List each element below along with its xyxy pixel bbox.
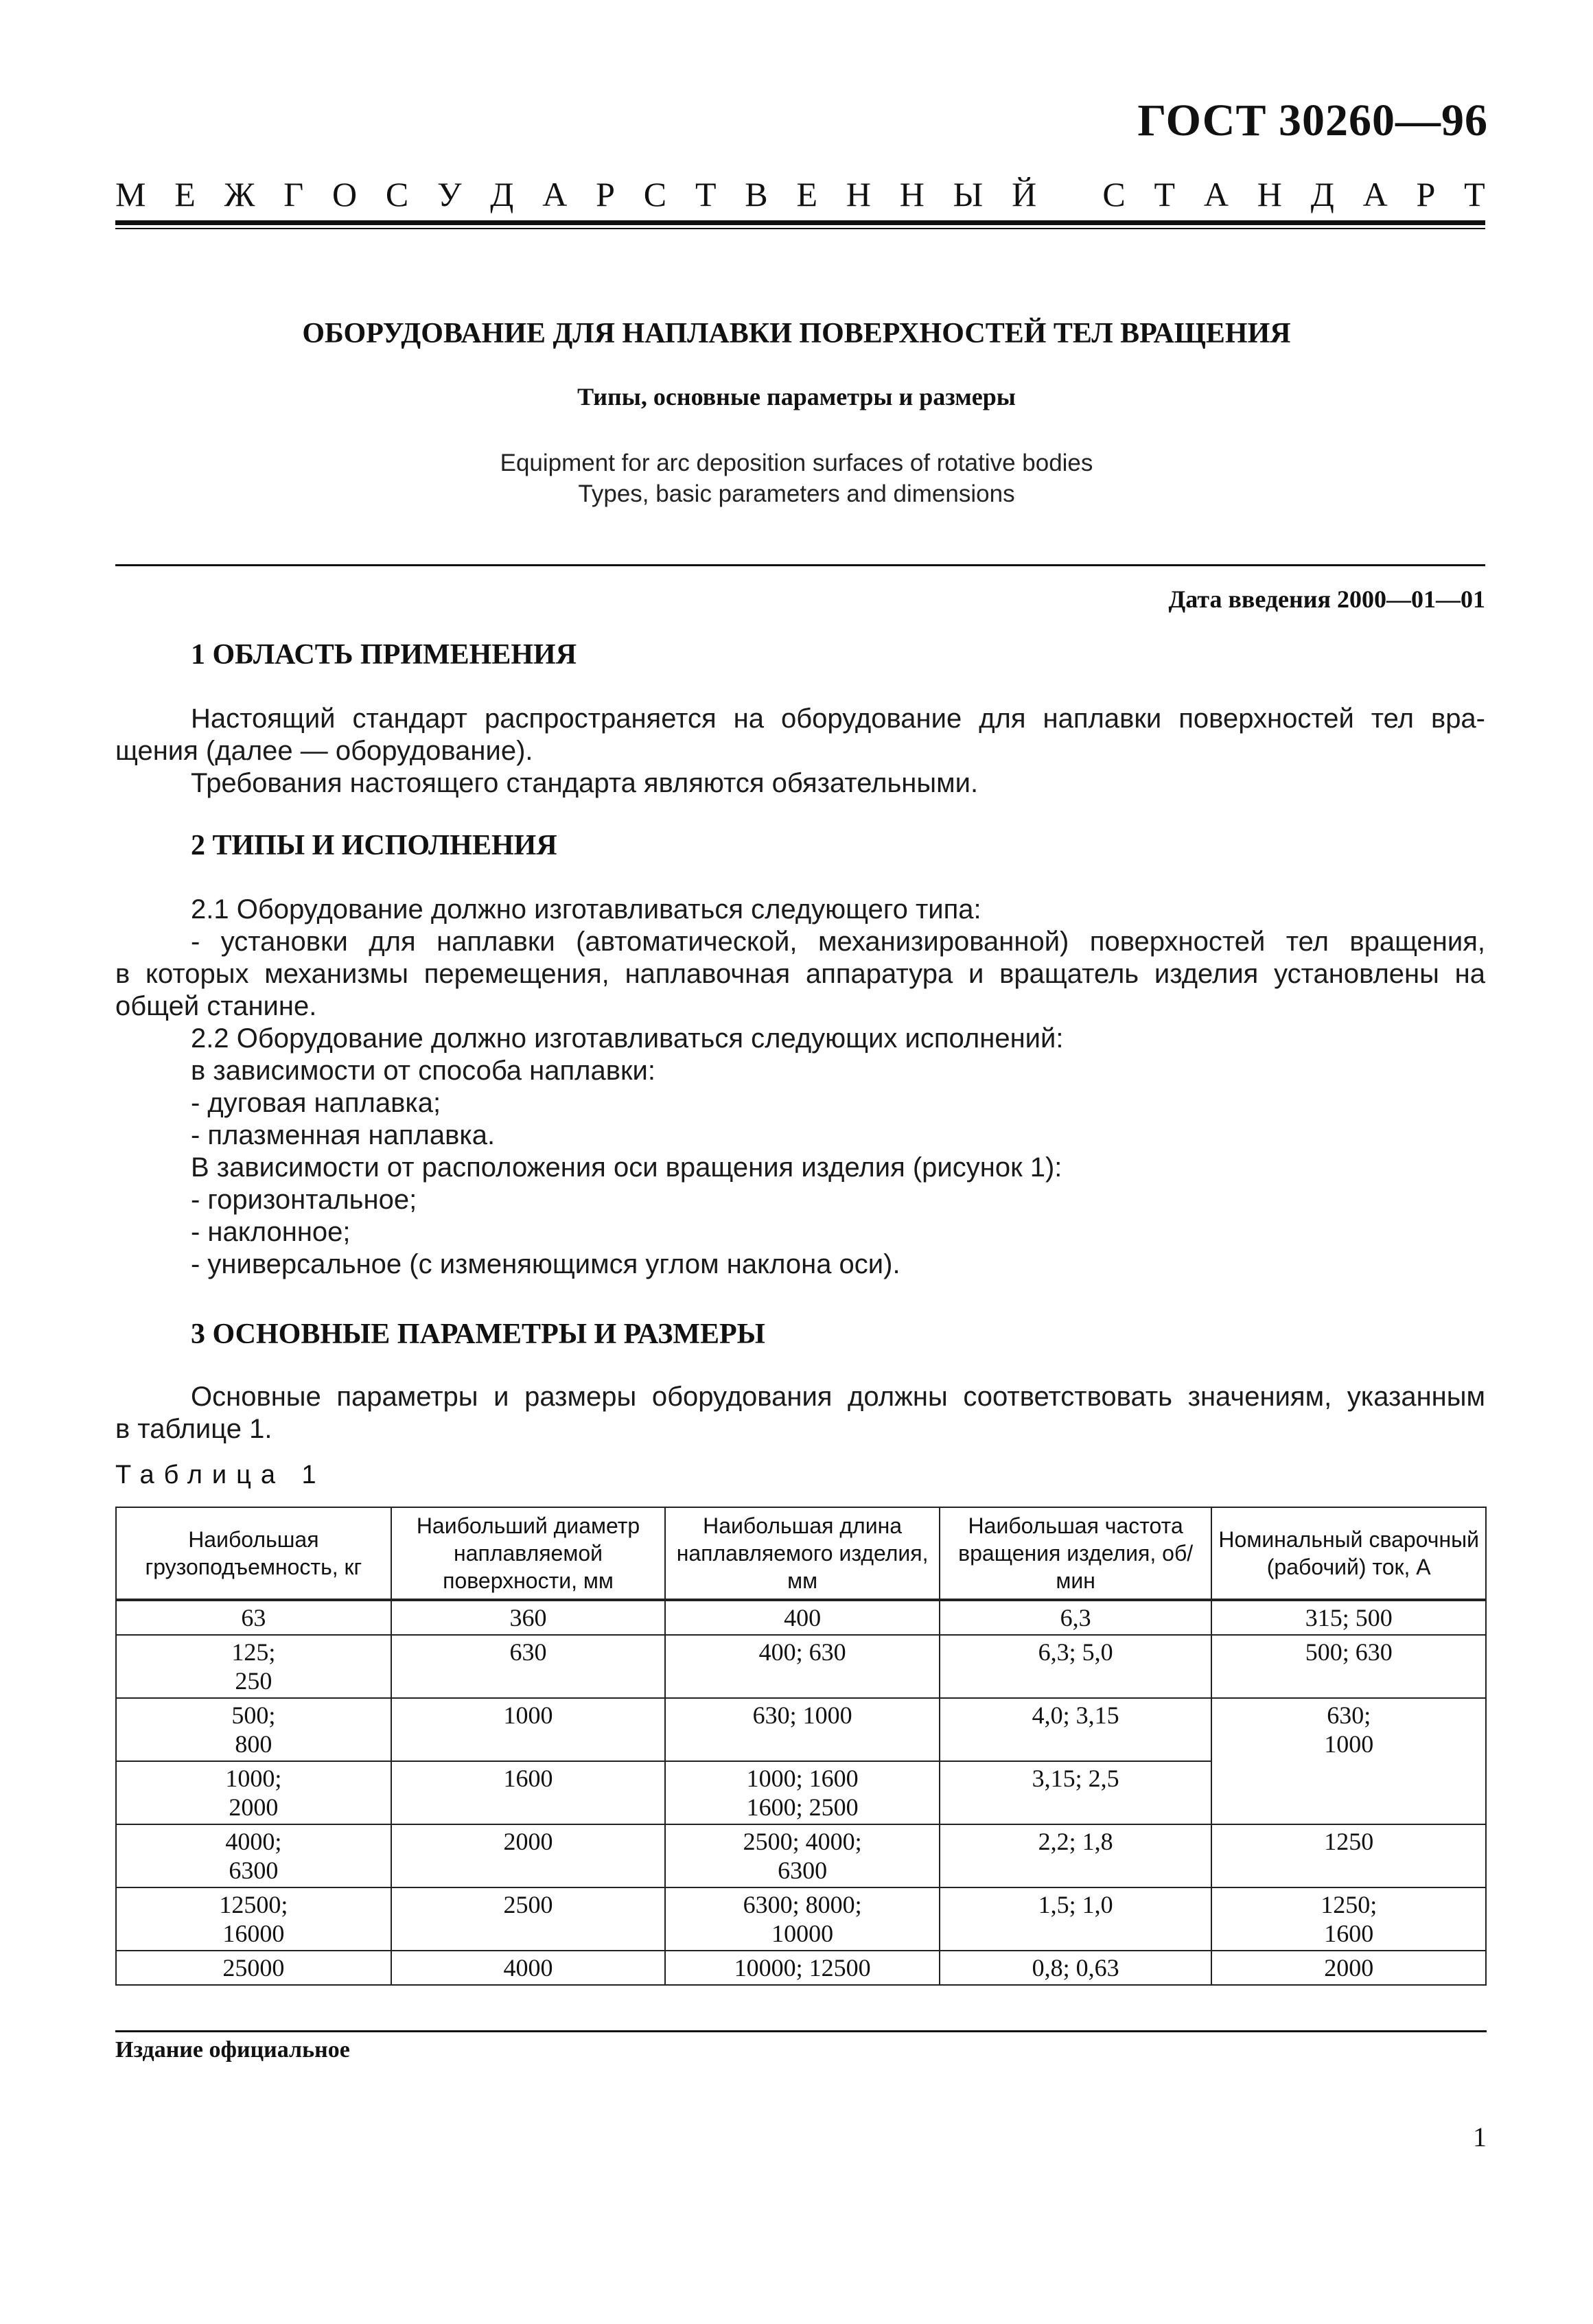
paragraph-line: 2.1 Оборудование должно изготавливаться следующего типа: (191, 894, 981, 925)
table-cell: 1600 (391, 1761, 666, 1824)
table-row (116, 1600, 1486, 1635)
table-cell: 1000 (391, 1698, 666, 1761)
column-header: Наибольшая грузоподъемность, кг (116, 1507, 391, 1600)
table-cell: 125; 250 (116, 1635, 391, 1698)
banner-letter: Е (796, 175, 818, 213)
paragraph-line: Основные параметры и размеры оборудования должны соответствовать значениям, указанным (191, 1382, 1485, 1412)
section-2-heading: 2 ТИПЫ И ИСПОЛНЕНИЯ (191, 830, 557, 861)
table-cell: 4,0; 3,15 (940, 1698, 1212, 1761)
banner-letter: С (1102, 175, 1126, 213)
banner-letter: Р (1416, 175, 1436, 213)
banner-letter: О (332, 175, 358, 213)
list-item: - плазменная наплавка. (191, 1120, 496, 1150)
table-cell: 630; 1000 (665, 1698, 940, 1761)
gost-number: ГОСТ 30260—96 (1137, 95, 1488, 146)
section-3-heading: 3 ОСНОВНЫЕ ПАРАМЕТРЫ И РАЗМЕРЫ (191, 1318, 765, 1350)
banner-letter: С (643, 175, 667, 213)
table-cell: 1000; 2000 (116, 1761, 391, 1824)
table-cell: 4000 (391, 1951, 666, 1985)
header-rule-thin (115, 228, 1485, 229)
banner-letter: Е (174, 175, 196, 213)
banner-letter: Т (1154, 175, 1176, 213)
banner-letter: М (115, 175, 146, 213)
paragraph-line: в таблице 1. (115, 1414, 272, 1444)
banner-letter: Д (1310, 175, 1334, 213)
table-cell: 2500 (391, 1887, 666, 1951)
table-cell: 360 (391, 1600, 666, 1635)
paragraph-line: Требования настоящего стандарта являются обязательными. (191, 768, 979, 798)
banner-letter: Ж (224, 175, 255, 213)
banner-letter: Т (695, 175, 717, 213)
column-header: Номинальный сварочный (рабочий) ток, А (1211, 1507, 1486, 1600)
banner-letter: Н (846, 175, 871, 213)
section-3-body (115, 1381, 1485, 1445)
banner-letter: А (1203, 175, 1229, 213)
table-row (116, 1887, 1486, 1951)
page-number: 1 (1473, 2122, 1487, 2152)
banner-letter: В (745, 175, 768, 213)
table-cell: 6300; 8000; 10000 (665, 1887, 940, 1951)
table-row (116, 1635, 1486, 1698)
table-cell: 6,3 (940, 1600, 1212, 1635)
paragraph-line: в которых механизмы перемещения, наплавочная аппаратура и вращатель изделия установлены на (115, 959, 1485, 989)
banner-letter: С (385, 175, 409, 213)
paragraph-line: общей станине. (115, 991, 317, 1021)
banner-letter: А (542, 175, 568, 213)
table-label: Таблица 1 (115, 1461, 326, 1489)
banner-letter: Ы (953, 175, 984, 213)
table-cell: 63 (116, 1600, 391, 1635)
table-cell: 630; 1000 (1211, 1698, 1486, 1824)
table-cell: 500; 630 (1211, 1635, 1486, 1698)
paragraph-line: - установки для наплавки (автоматической, механизированной) поверхностей тел вращения, (191, 927, 1485, 957)
banner-space (1065, 174, 1074, 214)
interstate-standard-banner (115, 174, 1485, 214)
list-item: - универсальное (с изменяющимся углом наклона оси). (191, 1249, 900, 1279)
footer-rule (115, 2030, 1487, 2032)
document-title-english (0, 448, 1593, 509)
banner-letter: Й (1012, 175, 1037, 213)
column-header: Наибольшая длина наплавляемого изделия, мм (665, 1507, 940, 1600)
title-separator-rule (115, 564, 1485, 566)
table-cell: 1000; 1600 1600; 2500 (665, 1761, 940, 1824)
banner-letter: Г (283, 175, 304, 213)
table-cell: 2000 (1211, 1951, 1486, 1985)
list-item: - наклонное; (191, 1217, 351, 1247)
english-title-line: Types, basic parameters and dimensions (578, 480, 1015, 507)
table-cell: 2,2; 1,8 (940, 1824, 1212, 1887)
edition-label: Издание официальное (115, 2037, 350, 2062)
list-item: - горизонтальное; (191, 1185, 417, 1215)
table-cell: 25000 (116, 1951, 391, 1985)
table-row (116, 1824, 1486, 1887)
banner-letter: Т (1464, 175, 1485, 213)
table-cell: 3,15; 2,5 (940, 1761, 1212, 1824)
banner-letter: А (1362, 175, 1388, 213)
table-cell: 500; 800 (116, 1698, 391, 1761)
column-header: Наибольший диаметр наплавляемой поверхности, мм (391, 1507, 666, 1600)
table-cell: 4000; 6300 (116, 1824, 391, 1887)
table-cell: 10000; 12500 (665, 1951, 940, 1985)
paragraph-line: 2.2 Оборудование должно изготавливаться следующих исполнений: (191, 1023, 1064, 1054)
table-header-row (116, 1507, 1486, 1600)
table-cell: 400; 630 (665, 1635, 940, 1698)
paragraph-line: Настоящий стандарт распространяется на оборудование для наплавки поверхностей тел вра- (191, 704, 1485, 734)
header-rule-thick (115, 220, 1485, 225)
introduction-date: Дата введения 2000—01—01 (1168, 585, 1485, 613)
section-2-body (115, 894, 1485, 1281)
table-cell: 315; 500 (1211, 1600, 1486, 1635)
table-row (116, 1951, 1486, 1985)
column-header: Наибольшая частота вращения изделия, об/мин (940, 1507, 1212, 1600)
english-title-line: Equipment for arc deposition surfaces of rotative bodies (500, 450, 1093, 476)
table-row (116, 1698, 1486, 1761)
table-cell: 2000 (391, 1824, 666, 1887)
table-cell: 400 (665, 1600, 940, 1635)
banner-letter: Р (596, 175, 615, 213)
table-cell: 630 (391, 1635, 666, 1698)
banner-letter: У (437, 175, 462, 213)
banner-letter: Д (490, 175, 514, 213)
document-title: ОБОРУДОВАНИЕ ДЛЯ НАПЛАВКИ ПОВЕРХНОСТЕЙ ТЕЛ ВРАЩЕНИЯ (302, 318, 1291, 349)
banner-letter: Н (1257, 175, 1282, 213)
table-cell: 2500; 4000; 6300 (665, 1824, 940, 1887)
list-item: - дуговая наплавка; (191, 1088, 441, 1118)
table-cell: 1250 (1211, 1824, 1486, 1887)
paragraph-line: В зависимости от расположения оси вращения изделия (рисунок 1): (191, 1152, 1062, 1183)
table-cell: 12500; 16000 (116, 1887, 391, 1951)
section-1-heading: 1 ОБЛАСТЬ ПРИМЕНЕНИЯ (191, 639, 577, 671)
paragraph-line: в зависимости от способа наплавки: (191, 1056, 655, 1086)
paragraph-line: щения (далее — оборудование). (115, 736, 533, 766)
document-subtitle: Типы, основные параметры и размеры (577, 383, 1016, 410)
banner-letter: Н (899, 175, 925, 213)
table-cell: 1,5; 1,0 (940, 1887, 1212, 1951)
table-cell: 0,8; 0,63 (940, 1951, 1212, 1985)
parameters-table (115, 1507, 1487, 1986)
table-cell: 6,3; 5,0 (940, 1635, 1212, 1698)
section-1-body (115, 703, 1485, 800)
table-cell: 1250; 1600 (1211, 1887, 1486, 1951)
